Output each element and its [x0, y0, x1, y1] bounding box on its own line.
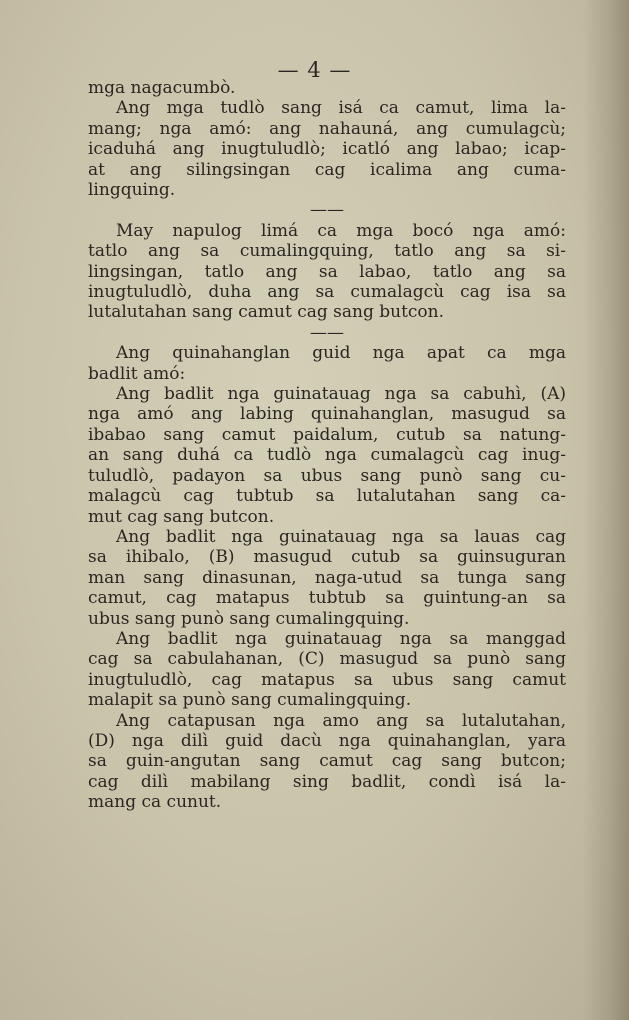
text-line: mang ca cunut. [88, 792, 222, 813]
text-line: tatlo ang sa cumalingquing, tatlo ang sa si- [88, 241, 566, 262]
text-line: inugtuludlò, duha ang sa cumalagcù cag isa sa [88, 282, 566, 303]
text-line: malapit sa punò sang cumalingquing. [88, 690, 412, 711]
text-line: cag dilì mabilang sing badlit, condì isá la- [88, 771, 566, 792]
section-separator: —— [310, 200, 344, 221]
text-line: May napulog limá ca mga bocó nga amó: [116, 220, 566, 241]
text-line: ibabao sang camut paidalum, cutub sa natung- [88, 424, 566, 445]
text-line: cag sa cabulahanan, (C) masugud sa punò sang [88, 649, 566, 670]
text-line: nga amó ang labing quinahanglan, masugud sa [88, 404, 566, 425]
text-line: Ang badlit nga guinatauag nga sa lauas cag [116, 526, 566, 547]
text-line: inugtuludlò, cag matapus sa ubus sang camut [88, 669, 566, 690]
text-line: Ang catapusan nga amo ang sa lutalutahan, [116, 710, 566, 731]
text-line: malagcù cag tubtub sa lutalutahan sang ca- [88, 486, 566, 507]
text-line: mga nagacumbò. [88, 78, 236, 98]
text-line: badlit amó: [88, 363, 186, 384]
text-line: Ang mga tudlò sang isá ca camut, lima la- [116, 98, 566, 119]
text-line: sa guin-angutan sang camut cag sang butcon; [88, 751, 566, 772]
text-line: (D) nga dilì guid dacù nga quinahanglan, yara [88, 730, 566, 751]
page-edge-shadow [583, 0, 629, 1020]
text-line: mang; nga amó: ang nahauná, ang cumulagcù; [88, 118, 566, 139]
text-line: camut, cag matapus tubtub sa guintung-an sa [88, 588, 566, 609]
text-line: tuludlò, padayon sa ubus sang punò sang cu- [88, 465, 566, 486]
section-separator: —— [310, 322, 344, 343]
page-number: — 4 — [277, 58, 352, 82]
text-line: lutalutahan sang camut cag sang butcon. [88, 302, 445, 323]
text-line: ubus sang punò sang cumalingquing. [88, 608, 410, 629]
text-line: lingsingan, tatlo ang sa labao, tatlo ang sa [88, 261, 566, 282]
text-line: lingquing. [88, 180, 176, 201]
text-line: Ang badlit nga guinatauag nga sa manggad [116, 628, 566, 649]
text-line: icaduhá ang inugtuludlò; icatló ang labao; icap- [88, 139, 566, 160]
text-line: sa ihibalo, (B) masugud cutub sa guinsuguran [88, 547, 566, 568]
text-line: an sang duhá ca tudlò nga cumalagcù cag inug- [88, 445, 566, 466]
text-line: at ang silingsingan cag icalima ang cuma- [88, 159, 566, 180]
text-line: Ang badlit nga guinatauag nga sa cabuhì, (A) [116, 384, 566, 405]
text-line: man sang dinasunan, naga-utud sa tunga sang [88, 567, 566, 588]
text-line: mut cag sang butcon. [88, 506, 275, 527]
body-text [88, 78, 566, 813]
text-line: Ang quinahanglan guid nga apat ca mga [116, 343, 566, 364]
